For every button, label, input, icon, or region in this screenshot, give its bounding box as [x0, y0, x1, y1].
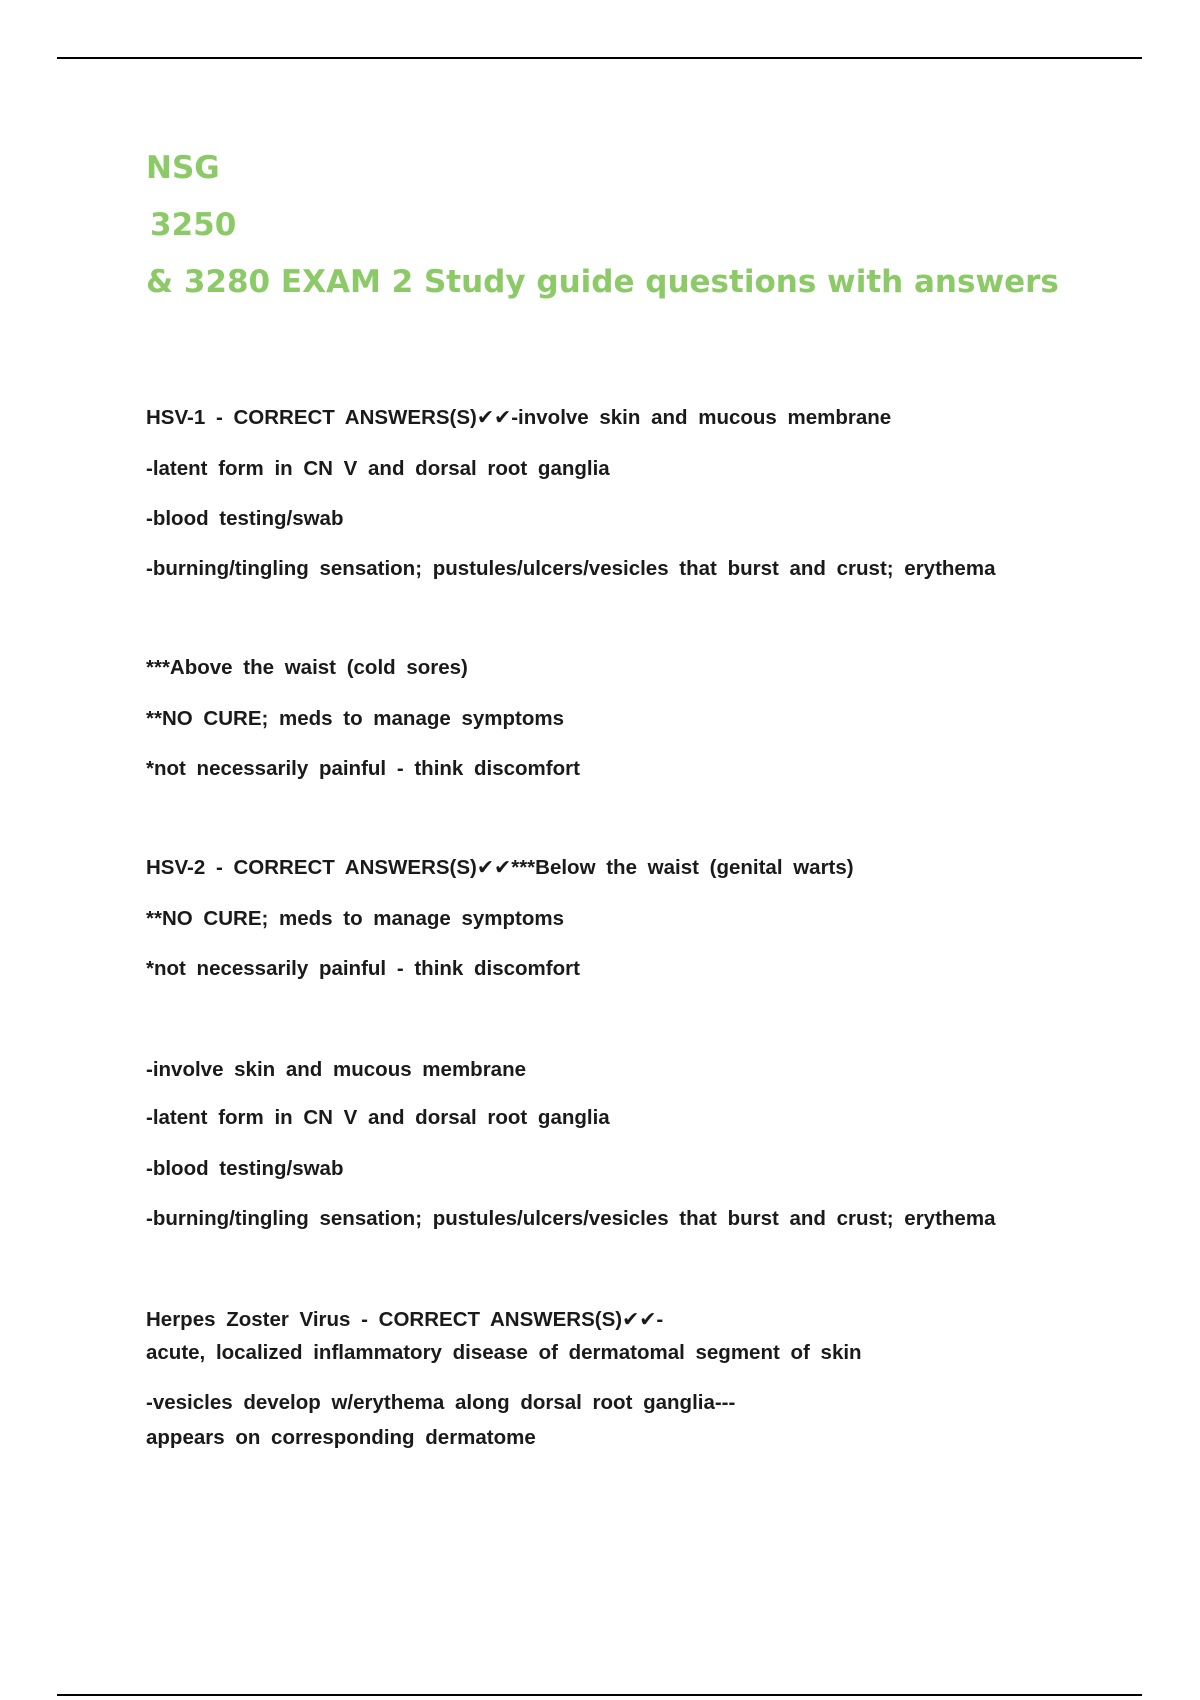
hsv2-latent-form: -latent form in CN V and dorsal root ganglia — [146, 1106, 610, 1129]
hsv1-note-pain: *not necessarily painful - think discomfort — [146, 757, 580, 780]
title-line-3: & 3280 EXAM 2 Study guide questions with answers — [146, 264, 1059, 300]
hsv2-note-cure: **NO CURE; meds to manage symptoms — [146, 907, 565, 930]
hsv2-heading: HSV-2 - CORRECT ANSWERS(S)✔✔***Below the waist (genital warts) — [146, 856, 854, 879]
document-title — [146, 140, 1059, 311]
hsv1-blood-testing: -blood testing/swab — [146, 507, 344, 530]
hzv-description: acute, localized inflammatory disease of dermatomal segment of skin — [146, 1341, 862, 1364]
title-line-1: NSG — [146, 150, 220, 186]
hsv1-note-cure: **NO CURE; meds to manage symptoms — [146, 707, 565, 730]
hsv1-note-location: ***Above the waist (cold sores) — [146, 656, 468, 679]
hzv-heading: Herpes Zoster Virus - CORRECT ANSWERS(S)✔✔- — [146, 1308, 664, 1331]
title-line-2: 3250 — [150, 207, 237, 243]
hsv2-symptoms: -burning/tingling sensation; pustules/ulcers/vesicles that burst and crust; erythema — [146, 1207, 996, 1230]
hzv-dermatome: appears on corresponding dermatome — [146, 1426, 536, 1449]
hsv2-blood-testing: -blood testing/swab — [146, 1157, 344, 1180]
hsv1-symptoms: -burning/tingling sensation; pustules/ulcers/vesicles that burst and crust; erythema — [146, 557, 996, 580]
hzv-vesicles: -vesicles develop w/erythema along dorsal root ganglia--- — [146, 1391, 736, 1414]
hsv2-note-pain: *not necessarily painful - think discomfort — [146, 957, 580, 980]
bottom-rule — [57, 1694, 1142, 1696]
top-rule — [57, 57, 1142, 59]
hsv2-involve-skin: -involve skin and mucous membrane — [146, 1058, 526, 1081]
hsv1-heading: HSV-1 - CORRECT ANSWERS(S)✔✔-involve skin and mucous membrane — [146, 406, 892, 429]
hsv1-latent-form: -latent form in CN V and dorsal root ganglia — [146, 457, 610, 480]
